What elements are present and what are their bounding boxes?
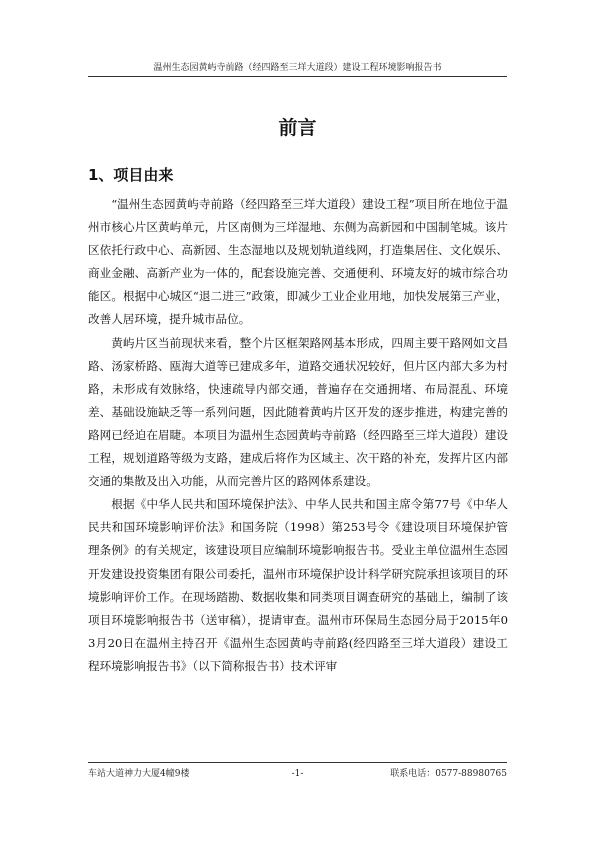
footer-phone: 联系电话：0577-88980765 xyxy=(390,769,507,779)
header-divider xyxy=(88,76,507,77)
footer-divider xyxy=(88,762,507,763)
running-header: 温州生态园黄屿寺前路（经四路至三垟大道段）建设工程环境影响报告书 xyxy=(153,63,442,73)
paragraph-legal-basis: 根据《中华人民共和国环境保护法》、中华人民共和国主席令第77号《中华人民共和国环境影响评价法》和国务院（1998）第253号令《建设项目环境保护管理条例》的有关规定，该建设项目应编制环境影响报告书。受业主单位温州生态园开发建设投资集团有限公司委托，温州市环境保护设计科学研究院承担该项目的环境影响评价工作。在现场踏勘、数据收集和同类项目调查研究的基础上，编制了该项目环境影响报告书（送审稿），提请审查。温州市环保局生态园分局于2015年03月20日在温州主持召开《温州生态园黄屿寺前路(经四路至三垟大道段）建设工程环境影响报告书》（以下简称报告书）技术评审 xyxy=(88,497,508,673)
body-text xyxy=(88,193,508,678)
footer-address: 车站大道神力大厦4幢9楼 xyxy=(88,769,190,779)
paragraph-current-status: 黄屿片区当前现状来看，整个片区框架路网基本形成，四周主要干路网如文昌路、汤家桥路、瓯海大道等已建成多年，道路交通状况较好，但片区内部大多为村路，未形成有效脉络，快速疏导内部交通，普遍存在交通拥堵、布局混乱、环境差、基础设施缺乏等一系列问题，因此随着黄屿片区开发的逐步推进，构建完善的路网已经迫在眉睫。本项目为温州生态园黄屿寺前路（经四路至三垟大道段）建设工程，规划道路等级为支路，建成后将作为区域主、次干路的补充，发挥片区内部交通的集散及出入功能，从而完善片区的路网体系建设。 xyxy=(88,335,508,489)
section-heading: 1、项目由来 xyxy=(88,166,174,184)
page-title: 前言 xyxy=(278,117,317,139)
paragraph-project-origin: “温州生态园黄屿寺前路（经四路至三垟大道段）建设工程”项目所在地位于温州市核心片区黄屿单元，片区南侧为三垟湿地、东侧为高新园和中国制笔城。该片区依托行政中心、高新园、生态湿地以及规划轨道线网，打造集居住、文化娱乐、商业金融、高新产业为一体的，配套设施完善、交通便利、环境友好的城市综合功能区。根据中心城区“退二进三”政策，即减少工业企业用地，加快发展第三产业，改善人居环境，提升城市品位。 xyxy=(88,197,508,327)
page-number: -1- xyxy=(291,769,304,779)
